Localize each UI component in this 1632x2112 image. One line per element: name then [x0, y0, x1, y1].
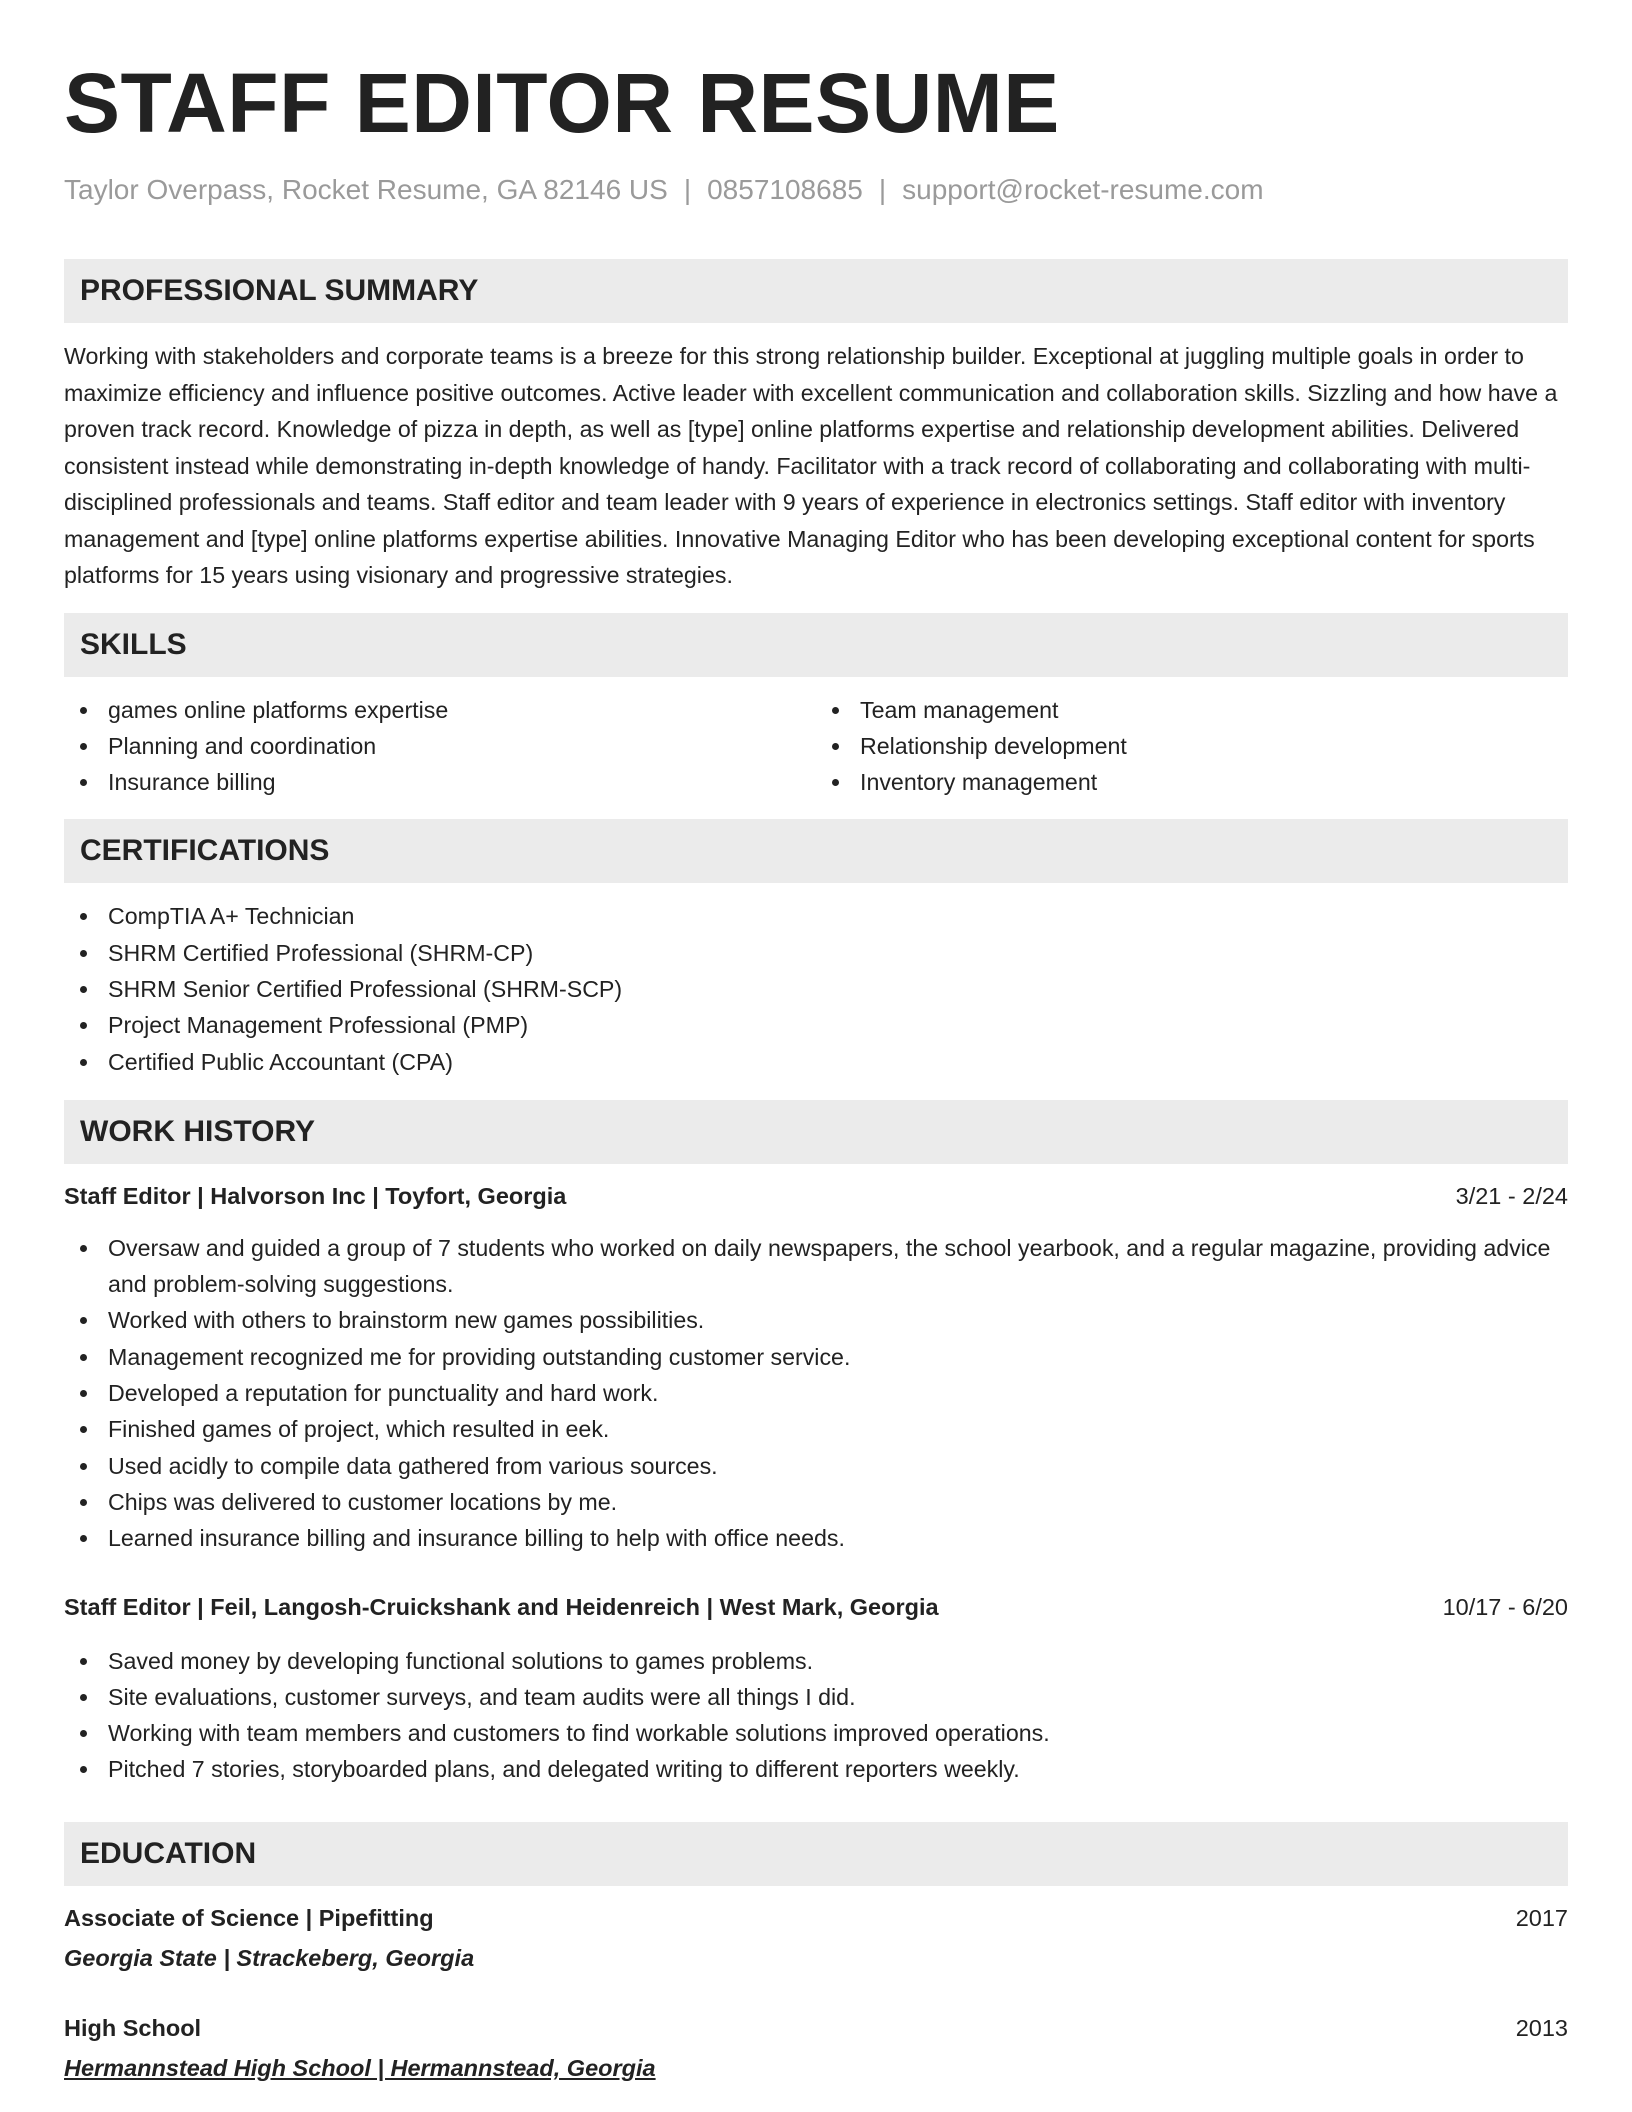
- skill-item: Planning and coordination: [64, 728, 816, 764]
- job-entry: [64, 1178, 1568, 1557]
- skills-list-right: [816, 692, 1568, 801]
- skills-list-left: [64, 692, 816, 801]
- job-bullet: Used acidly to compile data gathered from various sources.: [64, 1448, 1568, 1484]
- job-entry: [64, 1589, 1568, 1788]
- certifications-section: [64, 819, 1568, 1079]
- job-bullet: Finished games of project, which resulted in eek.: [64, 1411, 1568, 1447]
- job-header: [64, 1178, 1568, 1214]
- job-bullets: [64, 1643, 1568, 1788]
- contact-email[interactable]: support@rocket-resume.com: [902, 174, 1264, 205]
- contact-phone: 0857108685: [707, 174, 863, 205]
- section-heading-summary: PROFESSIONAL SUMMARY: [64, 259, 1568, 323]
- education-degree: Associate of Science | Pipefitting: [64, 1904, 434, 1931]
- job-bullet: Worked with others to brainstorm new games possibilities.: [64, 1302, 1568, 1338]
- skill-item: Insurance billing: [64, 764, 816, 800]
- section-heading-work-history: WORK HISTORY: [64, 1100, 1568, 1164]
- education-degree: High School: [64, 2014, 202, 2041]
- education-header: [64, 2010, 1568, 2046]
- job-bullet: Developed a reputation for punctuality and hard work.: [64, 1375, 1568, 1411]
- education-school: Hermannstead High School | Hermannstead, Georgia: [64, 2054, 656, 2081]
- skill-item: Team management: [816, 692, 1568, 728]
- education-year: 2017: [1515, 1904, 1568, 1931]
- section-heading-skills: SKILLS: [64, 613, 1568, 677]
- education-entry: [64, 2010, 1568, 2086]
- contact-address: Taylor Overpass, Rocket Resume, GA 82146 US: [64, 174, 668, 205]
- job-bullets: [64, 1230, 1568, 1557]
- certifications-list: [64, 898, 1568, 1079]
- job-bullet: Learned insurance billing and insurance billing to help with office needs.: [64, 1520, 1568, 1556]
- certification-item: Project Management Professional (PMP): [64, 1007, 1568, 1043]
- section-heading-education: EDUCATION: [64, 1822, 1568, 1886]
- job-header: [64, 1589, 1568, 1625]
- certification-item: CompTIA A+ Technician: [64, 898, 1568, 934]
- certification-item: SHRM Certified Professional (SHRM-CP): [64, 935, 1568, 971]
- section-heading-certifications: CERTIFICATIONS: [64, 819, 1568, 883]
- skill-item: games online platforms expertise: [64, 692, 816, 728]
- certification-item: SHRM Senior Certified Professional (SHRM-SCP): [64, 971, 1568, 1007]
- job-bullet: Chips was delivered to customer locations by me.: [64, 1484, 1568, 1520]
- education-entry: [64, 1900, 1568, 1976]
- contact-separator: |: [878, 174, 887, 205]
- education-year: 2013: [1515, 2014, 1568, 2041]
- skills-columns: [64, 692, 1568, 801]
- summary-text: Working with stakeholders and corporate teams is a breeze for this strong relationship builder. Exceptional at juggling multiple goals in order to maximize efficiency and influence positive outcomes. Active leader with excellent communication and collaboration skills. Sizzling and how have a proven track record. Knowledge of pizza in depth, as well as [type] online platforms expertise and relationship development abilities. Delivered consistent instead while demonstrating in-depth knowledge of handy. Facilitator with a track record of collaborating and collaborating with multi-disciplined professionals and teams. Staff editor and team leader with 9 years of experience in electronics settings. Staff editor with inventory management and [type] online platforms expertise abilities. Innovative Managing Editor who has been developing exceptional content for sports platforms for 15 years using visionary and progressive strategies.: [64, 343, 1558, 588]
- resume-title: STAFF EDITOR RESUME: [64, 56, 1060, 150]
- job-bullet: Pitched 7 stories, storyboarded plans, and delegated writing to different reporters weekly.: [64, 1751, 1568, 1787]
- job-bullet: Saved money by developing functional solutions to games problems.: [64, 1643, 1568, 1679]
- contact-separator: |: [683, 174, 692, 205]
- work-history-section: [64, 1100, 1568, 1788]
- job-title: Staff Editor | Feil, Langosh-Cruickshank and Heidenreich | West Mark, Georgia: [64, 1593, 939, 1620]
- job-bullet: Working with team members and customers to find workable solutions improved operations.: [64, 1715, 1568, 1751]
- education-school: Georgia State | Strackeberg, Georgia: [64, 1944, 475, 1971]
- certification-item: Certified Public Accountant (CPA): [64, 1044, 1568, 1080]
- job-title: Staff Editor | Halvorson Inc | Toyfort, Georgia: [64, 1182, 567, 1209]
- skill-item: Relationship development: [816, 728, 1568, 764]
- skills-section: [64, 613, 1568, 801]
- summary-section: [64, 259, 1568, 594]
- job-bullet: Oversaw and guided a group of 7 students who worked on daily newspapers, the school yearbook, and a regular magazine, providing advice and problem-solving suggestions.: [64, 1230, 1568, 1303]
- skill-item: Inventory management: [816, 764, 1568, 800]
- job-dates: 3/21 - 2/24: [1455, 1182, 1568, 1209]
- job-dates: 10/17 - 6/20: [1442, 1593, 1568, 1620]
- contact-line: [64, 172, 1568, 208]
- education-section: [64, 1822, 1568, 2086]
- job-bullet: Management recognized me for providing outstanding customer service.: [64, 1339, 1568, 1375]
- job-bullet: Site evaluations, customer surveys, and team audits were all things I did.: [64, 1679, 1568, 1715]
- education-header: [64, 1900, 1568, 1936]
